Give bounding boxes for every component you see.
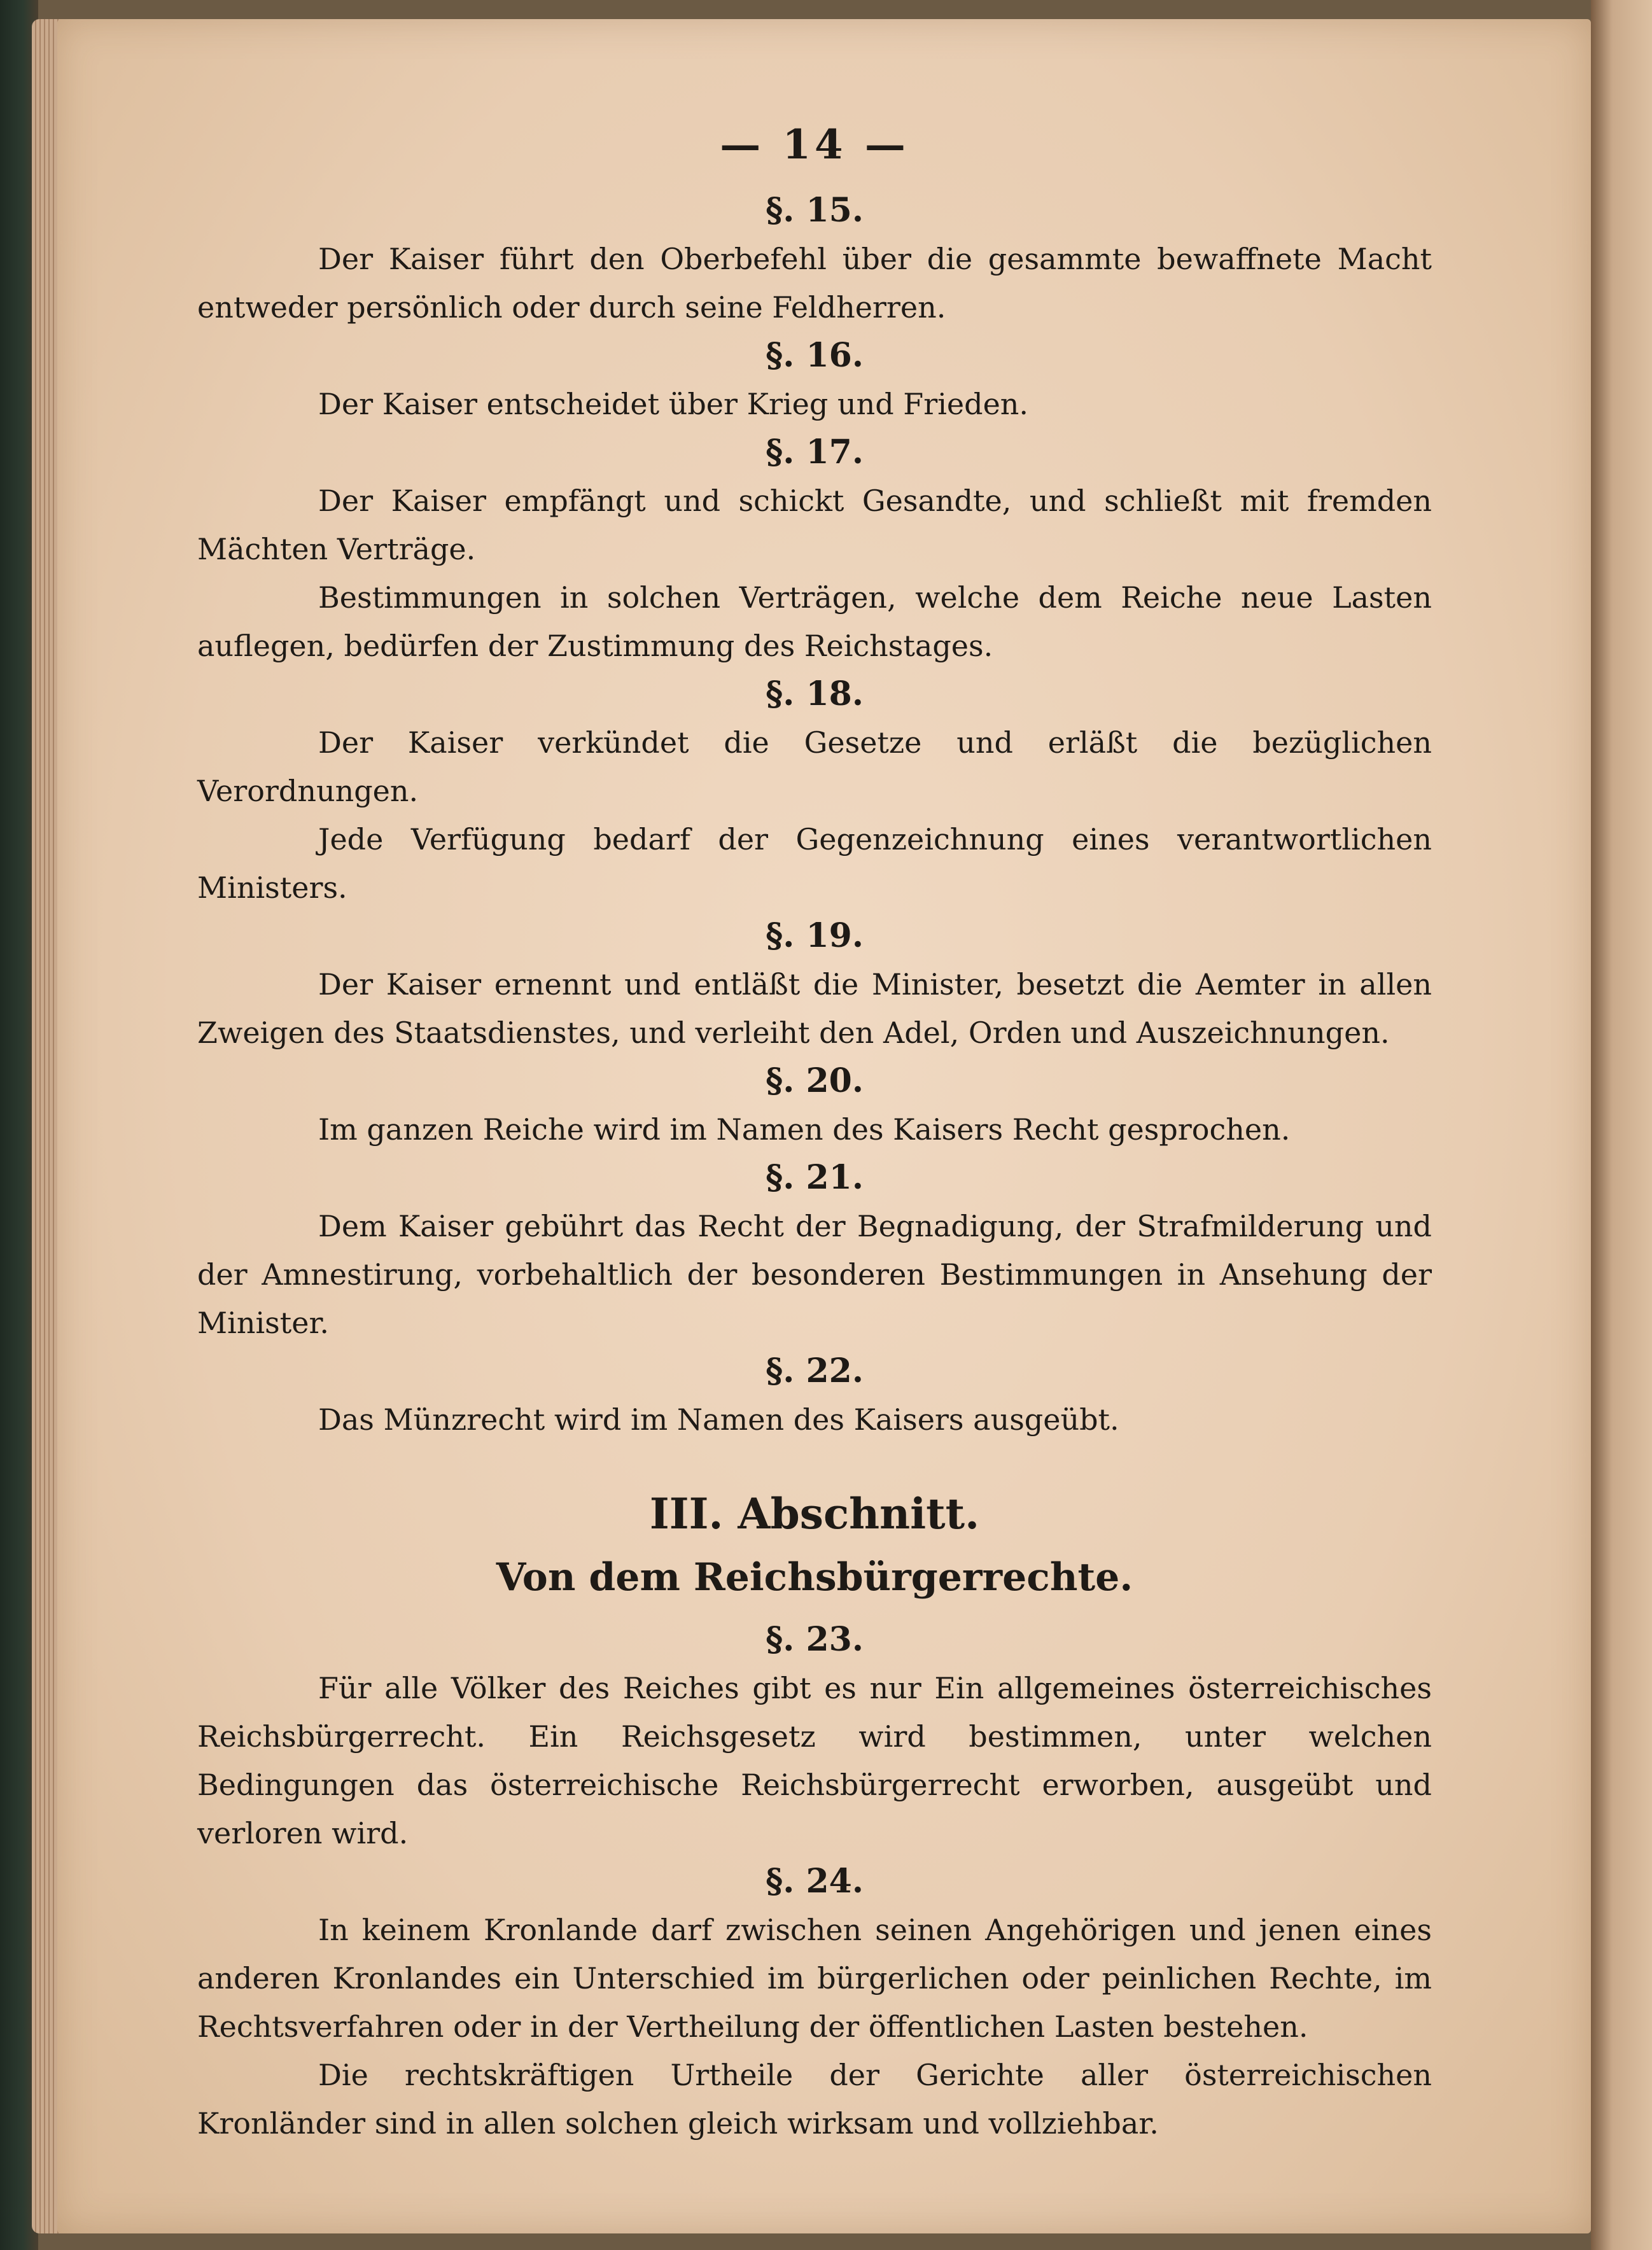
page-content [197,121,1432,2148]
paragraph-heading: §. 19. [766,916,864,955]
paragraphs-after-section [197,1616,1432,2148]
paragraph-text: Jede Verfügung bedarf der Gegenzeichnung eines verantwortlichen Ministers. [197,822,1432,905]
paragraph-heading: §. 16. [766,336,864,375]
section-subtitle: Von dem Reichsbürgerrechte. [496,1555,1133,1600]
paragraph-text: Der Kaiser empfängt und schickt Gesandte, und schließt mit fremden Mächten Verträge. [197,484,1432,566]
paragraph-heading: §. 23. [766,1620,864,1659]
next-page-edge [1591,0,1652,2250]
paragraphs-before-section [197,186,1432,1444]
page-number: — 14 — [720,121,909,169]
paragraph-heading: §. 21. [766,1158,864,1197]
paragraph-text: Im ganzen Reiche wird im Namen des Kaisers Recht gesprochen. [318,1112,1291,1147]
paragraph-heading: §. 15. [766,191,864,230]
paragraph-heading: §. 17. [766,433,864,472]
paragraph-text: Dem Kaiser gebührt das Recht der Begnadigung, der Strafmilderung und der Amnestirung, vorbehaltlich der besonderen Bestimmungen in Ansehung der Minister. [197,1209,1432,1340]
paragraph-heading: §. 22. [766,1352,864,1390]
paragraph-text: Bestimmungen in solchen Verträgen, welche dem Reiche neue Lasten auflegen, bedürfen der Zustimmung des Reichstages. [197,580,1432,663]
paragraph-text: In keinem Kronlande darf zwischen seinen Angehörigen und jenen eines anderen Kronlandes ein Unterschied im bürgerlichen oder peinlichen Rechte, im Rechtsverfahren oder in der Vertheilung der öffentlichen Lasten bestehen. [197,1913,1432,2044]
paragraph-text: Für alle Völker des Reiches gibt es nur Ein allgemeines österreichisches Reichsbürgerrecht. Ein Reichsgesetz wird bestimmen, unter welchen Bedingungen das österreichische Reichsbürgerrecht erworben, ausgeübt und verloren wird. [197,1671,1432,1850]
section-title: III. Abschnitt. [649,1489,980,1539]
paragraph-heading: §. 20. [766,1061,864,1100]
paragraph-text: Der Kaiser ernennt und entläßt die Minister, besetzt die Aemter in allen Zweigen des Staatsdienstes, und verleiht den Adel, Orden und Auszeichnungen. [197,967,1432,1050]
paragraph-text: Das Münzrecht wird im Namen des Kaisers ausgeübt. [318,1402,1119,1437]
paragraph-text: Der Kaiser entscheidet über Krieg und Frieden. [318,387,1029,421]
paragraph-text: Der Kaiser führt den Oberbefehl über die gesammte bewaffnete Macht entweder persönlich oder durch seine Feldherren. [197,242,1432,325]
paragraph-heading: §. 18. [766,674,864,713]
paragraph-heading: §. 24. [766,1862,864,1901]
paragraph-text: Die rechtskräftigen Urtheile der Gerichte aller österreichischen Kronländer sind in allen solchen gleich wirksam und vollziehbar. [197,2058,1432,2141]
paragraph-text: Der Kaiser verkündet die Gesetze und erläßt die bezüglichen Verordnungen. [197,725,1432,808]
